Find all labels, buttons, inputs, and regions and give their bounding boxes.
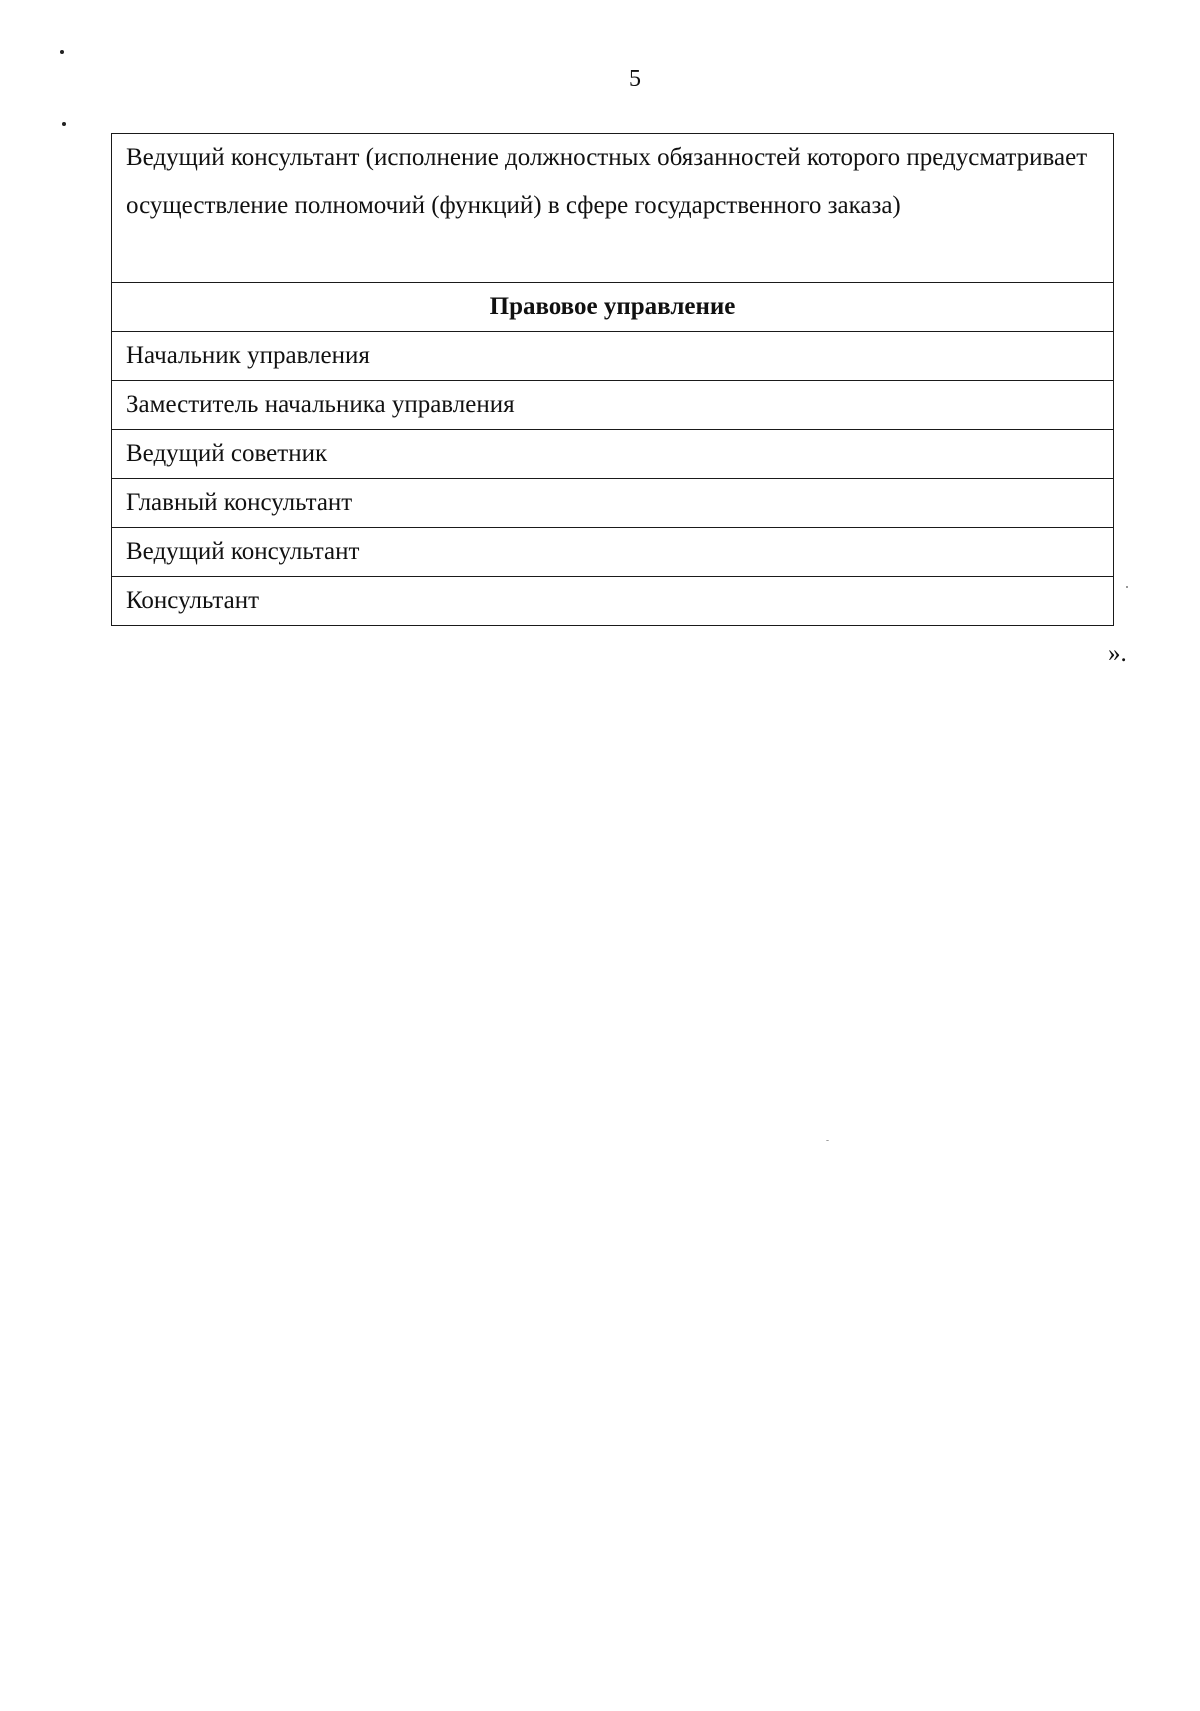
table-row: [112, 134, 1114, 283]
table-row: [112, 430, 1114, 479]
scan-speck: [1126, 586, 1128, 588]
position-cell: Консультант: [112, 577, 1114, 626]
position-cell: Ведущий консультант: [112, 528, 1114, 577]
positions-table: [111, 133, 1114, 626]
page-number: 5: [629, 66, 641, 92]
scan-speck: [60, 50, 64, 54]
table-row: [112, 283, 1114, 332]
table-row: [112, 528, 1114, 577]
position-cell: Ведущий советник: [112, 430, 1114, 479]
table-row: [112, 479, 1114, 528]
closing-quote-mark: ».: [1108, 640, 1127, 667]
scan-speck: [62, 122, 66, 126]
position-cell: Начальник управления: [112, 332, 1114, 381]
table-row: [112, 381, 1114, 430]
scan-speck: [826, 1140, 829, 1141]
table-row: [112, 332, 1114, 381]
section-header-cell: Правовое управление: [112, 283, 1114, 332]
intro-cell: Ведущий консультант (исполнение должностных обязанностей которого предусматривает осуществление полномочий (функций) в сфере государственного заказа): [112, 134, 1114, 283]
position-cell: Главный консультант: [112, 479, 1114, 528]
table-row: [112, 577, 1114, 626]
position-cell: Заместитель начальника управления: [112, 381, 1114, 430]
